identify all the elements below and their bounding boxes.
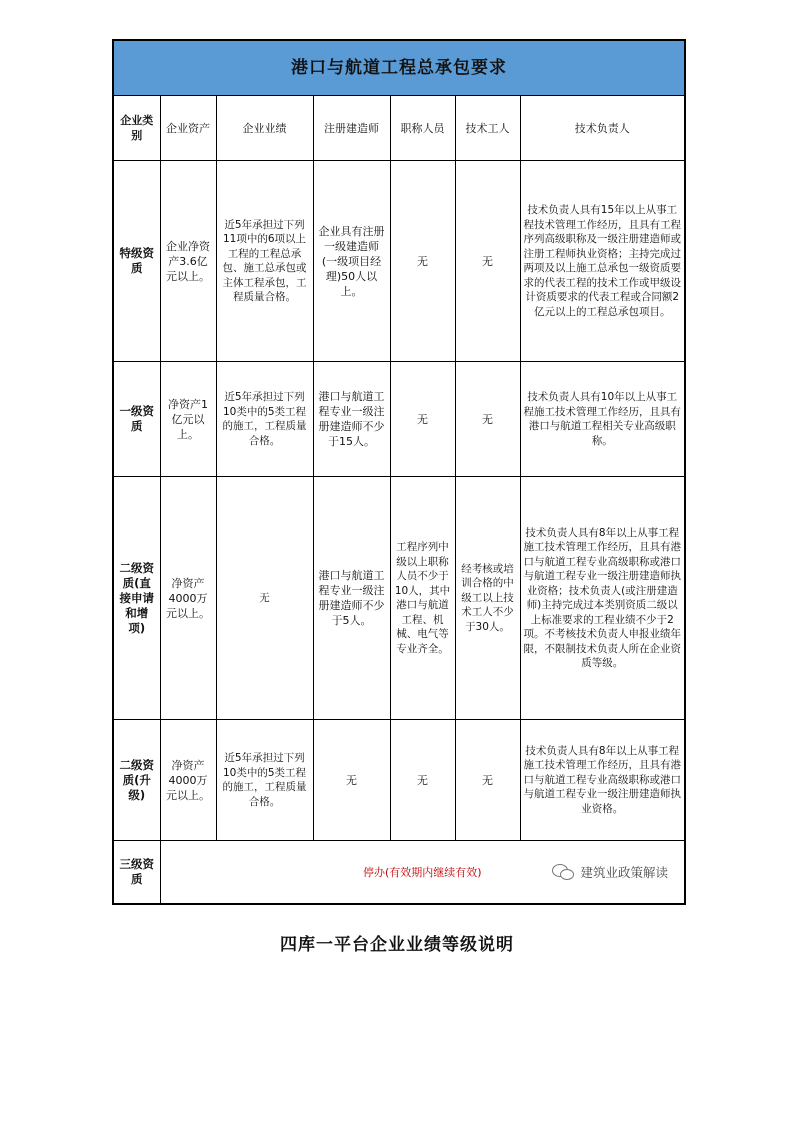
page-caption: 四库一平台企业业绩等级说明 bbox=[280, 935, 514, 955]
table-row bbox=[113, 841, 685, 905]
row-tech-lead: 技术负责人具有8年以上从事工程施工技术管理工作经历，且具有港口与航道工程专业高级职称或港口与航道工程专业一级注册建造师执业资格；技术负责人(或注册建造师)主持完成过本类别资质二级以上标准要求的工程业绩不少于2项。不考核技术负责人申报业绩年限，不限制技术负责人所在企业资质等级。 bbox=[520, 477, 685, 720]
row-category: 二级资质(升级) bbox=[113, 720, 160, 841]
row-titled-staff: 无 bbox=[390, 161, 455, 362]
discontinued-text: 停办(有效期内继续有效) bbox=[362, 865, 482, 879]
row-performance: 近5年承担过下列10类中的5类工程的施工，工程质量合格。 bbox=[216, 720, 313, 841]
row-performance: 近5年承担过下列10类中的5类工程的施工，工程质量合格。 bbox=[216, 362, 313, 477]
row-builders: 港口与航道工程专业一级注册建造师不少于5人。 bbox=[313, 477, 390, 720]
header-builders: 注册建造师 bbox=[313, 96, 390, 161]
header-category: 企业类别 bbox=[113, 96, 160, 161]
row-assets: 企业净资产3.6亿元以上。 bbox=[160, 161, 216, 362]
wechat-icon bbox=[552, 864, 574, 880]
row-technicians: 经考核或培训合格的中级工以上技术工人不少于30人。 bbox=[455, 477, 520, 720]
row-technicians: 无 bbox=[455, 362, 520, 477]
row-tech-lead: 技术负责人具有10年以上从事工程施工技术管理工作经历，且具有港口与航道工程相关专业高级职称。 bbox=[520, 362, 685, 477]
row-technicians: 无 bbox=[455, 720, 520, 841]
row-category: 二级资质(直接申请和增项) bbox=[113, 477, 160, 720]
watermark bbox=[552, 864, 668, 880]
row-builders: 企业具有注册一级建造师(一级项目经理)50人以上。 bbox=[313, 161, 390, 362]
row-assets: 净资产1亿元以上。 bbox=[160, 362, 216, 477]
row-tech-lead: 技术负责人具有15年以上从事工程技术管理工作经历，且具有工程序列高级职称及一级注册建造师或注册工程师执业资格；主持完成过两项及以上施工总承包一级资质要求的代表工程的技术工作或甲级设计资质要求的代表工程或合同额2亿元以上的工程总承包项目。 bbox=[520, 161, 685, 362]
row-discontinued-note bbox=[160, 841, 685, 905]
row-titled-staff: 无 bbox=[390, 720, 455, 841]
table-row bbox=[113, 161, 685, 362]
header-assets: 企业资产 bbox=[160, 96, 216, 161]
row-builders: 无 bbox=[313, 720, 390, 841]
requirements-table bbox=[112, 39, 686, 905]
row-technicians: 无 bbox=[455, 161, 520, 362]
row-performance: 无 bbox=[216, 477, 313, 720]
row-category: 三级资质 bbox=[113, 841, 160, 905]
watermark-text: 建筑业政策解读 bbox=[580, 864, 668, 880]
row-titled-staff: 无 bbox=[390, 362, 455, 477]
row-titled-staff: 工程序列中级以上职称人员不少于10人，其中港口与航道工程、机械、电气等专业齐全。 bbox=[390, 477, 455, 720]
table-title: 港口与航道工程总承包要求 bbox=[113, 40, 685, 96]
table-row bbox=[113, 477, 685, 720]
header-row bbox=[113, 96, 685, 161]
header-technicians: 技术工人 bbox=[455, 96, 520, 161]
row-tech-lead: 技术负责人具有8年以上从事工程施工技术管理工作经历，且具有港口与航道工程专业高级职称或港口与航道工程专业一级注册建造师执业资格。 bbox=[520, 720, 685, 841]
row-performance: 近5年承担过下列11项中的6项以上工程的工程总承包、施工总承包或主体工程承包，工程质量合格。 bbox=[216, 161, 313, 362]
table-row bbox=[113, 362, 685, 477]
header-performance: 企业业绩 bbox=[216, 96, 313, 161]
row-assets: 净资产4000万元以上。 bbox=[160, 720, 216, 841]
requirements-sheet bbox=[112, 39, 684, 905]
row-category: 一级资质 bbox=[113, 362, 160, 477]
header-titled-staff: 职称人员 bbox=[390, 96, 455, 161]
header-tech-lead: 技术负责人 bbox=[520, 96, 685, 161]
row-assets: 净资产4000万元以上。 bbox=[160, 477, 216, 720]
table-row bbox=[113, 720, 685, 841]
row-builders: 港口与航道工程专业一级注册建造师不少于15人。 bbox=[313, 362, 390, 477]
row-category: 特级资质 bbox=[113, 161, 160, 362]
